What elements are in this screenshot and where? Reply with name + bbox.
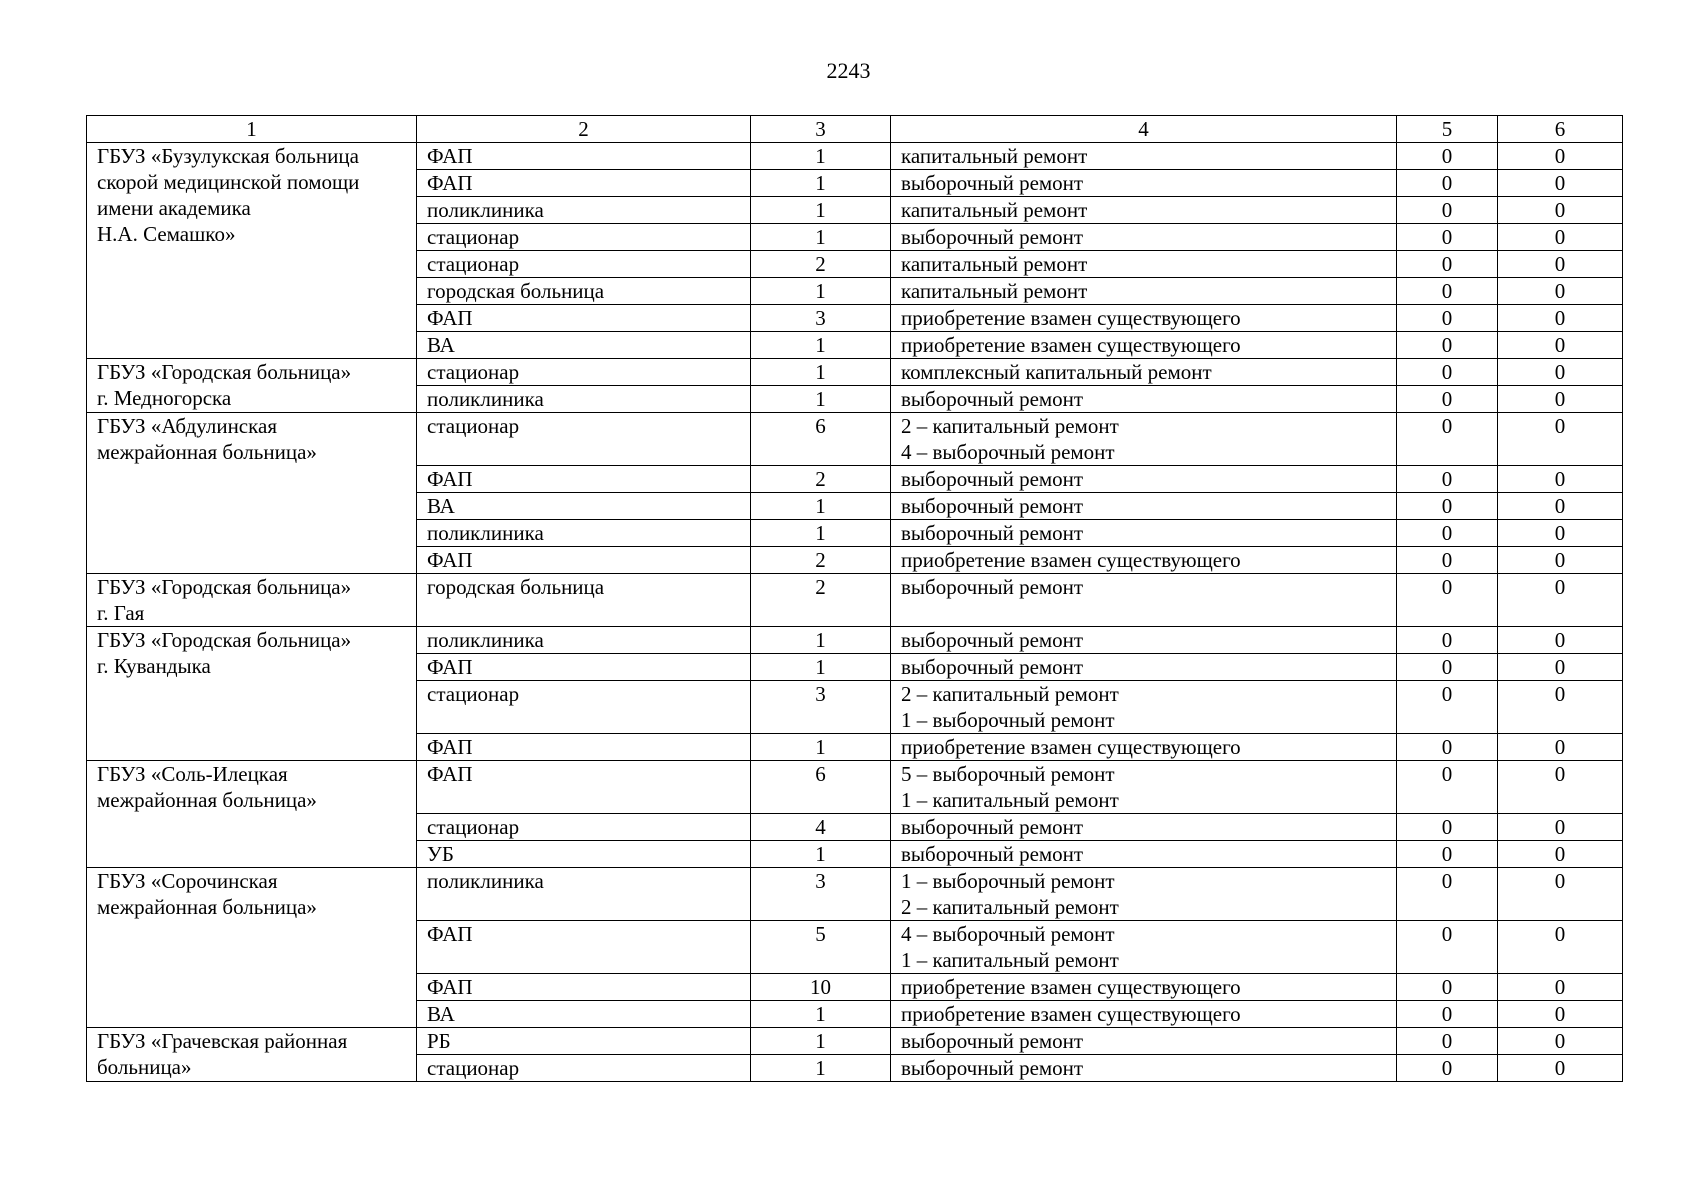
- work-type-line: комплексный капитальный ремонт: [901, 360, 1212, 384]
- organization-name-line: ГБУЗ «Городская больница»: [97, 575, 352, 599]
- quantity-cell: 3: [751, 868, 891, 921]
- organization-name-line: Н.А. Семашко»: [97, 222, 236, 246]
- quantity-cell: 1: [751, 1001, 891, 1028]
- organization-name-line: больница»: [97, 1055, 192, 1079]
- work-type-cell: [891, 520, 1397, 547]
- work-type-line: 1 – выборочный ремонт: [901, 708, 1115, 732]
- work-type-cell: [891, 305, 1397, 332]
- work-type-line: приобретение взамен существующего: [901, 735, 1241, 759]
- column-6-value: 0: [1498, 681, 1623, 734]
- column-5-value: 0: [1397, 574, 1498, 627]
- work-type-line: выборочный ремонт: [901, 387, 1084, 411]
- header-cell-2: 2: [417, 116, 751, 143]
- column-5-value: 0: [1397, 627, 1498, 654]
- column-6-value: 0: [1498, 627, 1623, 654]
- work-type-cell: [891, 197, 1397, 224]
- organization-name-line: скорой медицинской помощи: [97, 170, 360, 194]
- organization-name-line: ГБУЗ «Соль-Илецкая: [97, 762, 288, 786]
- work-type-cell: [891, 921, 1397, 974]
- column-6-value: 0: [1498, 197, 1623, 224]
- column-5-value: 0: [1397, 1055, 1498, 1082]
- object-type-cell: стационар: [417, 359, 751, 386]
- column-6-value: 0: [1498, 386, 1623, 413]
- object-type-cell: стационар: [417, 224, 751, 251]
- column-6-value: 0: [1498, 574, 1623, 627]
- column-6-value: 0: [1498, 1028, 1623, 1055]
- quantity-cell: 2: [751, 251, 891, 278]
- object-type-cell: ФАП: [417, 143, 751, 170]
- quantity-cell: 10: [751, 974, 891, 1001]
- table-row: [87, 413, 1623, 466]
- quantity-cell: 1: [751, 386, 891, 413]
- object-type-cell: ФАП: [417, 170, 751, 197]
- quantity-cell: 1: [751, 170, 891, 197]
- column-5-value: 0: [1397, 814, 1498, 841]
- column-6-value: 0: [1498, 170, 1623, 197]
- column-6-value: 0: [1498, 251, 1623, 278]
- quantity-cell: 1: [751, 359, 891, 386]
- quantity-cell: 1: [751, 734, 891, 761]
- object-type-cell: стационар: [417, 1055, 751, 1082]
- column-6-value: 0: [1498, 305, 1623, 332]
- work-type-line: приобретение взамен существующего: [901, 306, 1241, 330]
- column-5-value: 0: [1397, 386, 1498, 413]
- work-type-line: выборочный ремонт: [901, 575, 1084, 599]
- organization-name-line: межрайонная больница»: [97, 788, 317, 812]
- work-type-line: выборочный ремонт: [901, 494, 1084, 518]
- object-type-cell: городская больница: [417, 278, 751, 305]
- work-type-cell: [891, 761, 1397, 814]
- column-5-value: 0: [1397, 841, 1498, 868]
- column-6-value: 0: [1498, 224, 1623, 251]
- object-type-cell: стационар: [417, 251, 751, 278]
- work-type-cell: [891, 170, 1397, 197]
- quantity-cell: 4: [751, 814, 891, 841]
- organization-name-line: ГБУЗ «Городская больница»: [97, 360, 352, 384]
- column-6-value: 0: [1498, 734, 1623, 761]
- work-type-cell: [891, 868, 1397, 921]
- work-type-line: капитальный ремонт: [901, 198, 1088, 222]
- work-type-cell: [891, 278, 1397, 305]
- quantity-cell: 5: [751, 921, 891, 974]
- quantity-cell: 1: [751, 224, 891, 251]
- work-type-line: 1 – капитальный ремонт: [901, 788, 1119, 812]
- quantity-cell: 2: [751, 466, 891, 493]
- object-type-cell: поликлиника: [417, 197, 751, 224]
- header-cell-5: 5: [1397, 116, 1498, 143]
- work-type-line: выборочный ремонт: [901, 628, 1084, 652]
- work-type-line: выборочный ремонт: [901, 521, 1084, 545]
- object-type-cell: ВА: [417, 493, 751, 520]
- header-cell-4: 4: [891, 116, 1397, 143]
- object-type-cell: ФАП: [417, 921, 751, 974]
- quantity-cell: 1: [751, 1055, 891, 1082]
- quantity-cell: 6: [751, 761, 891, 814]
- work-type-cell: [891, 386, 1397, 413]
- quantity-cell: 2: [751, 574, 891, 627]
- work-type-line: выборочный ремонт: [901, 842, 1084, 866]
- work-type-cell: [891, 627, 1397, 654]
- table-header: [87, 116, 1623, 143]
- table-row: [87, 761, 1623, 814]
- work-type-cell: [891, 974, 1397, 1001]
- table-row: [87, 574, 1623, 627]
- object-type-cell: стационар: [417, 681, 751, 734]
- work-type-line: выборочный ремонт: [901, 171, 1084, 195]
- column-5-value: 0: [1397, 359, 1498, 386]
- organization-name-line: ГБУЗ «Бузулукская больница: [97, 144, 359, 168]
- organization-name-line: г. Гая: [97, 601, 145, 625]
- work-type-line: приобретение взамен существующего: [901, 1002, 1241, 1026]
- column-5-value: 0: [1397, 1001, 1498, 1028]
- work-type-line: выборочный ремонт: [901, 467, 1084, 491]
- work-type-line: 1 – выборочный ремонт: [901, 869, 1115, 893]
- work-type-line: капитальный ремонт: [901, 144, 1088, 168]
- quantity-cell: 1: [751, 654, 891, 681]
- column-5-value: 0: [1397, 547, 1498, 574]
- object-type-cell: поликлиника: [417, 386, 751, 413]
- table-row: [87, 627, 1623, 654]
- work-type-cell: [891, 359, 1397, 386]
- column-5-value: 0: [1397, 921, 1498, 974]
- work-type-line: выборочный ремонт: [901, 1056, 1084, 1080]
- header-cell-3: 3: [751, 116, 891, 143]
- work-type-line: 4 – выборочный ремонт: [901, 922, 1115, 946]
- quantity-cell: 1: [751, 1028, 891, 1055]
- column-6-value: 0: [1498, 1055, 1623, 1082]
- work-type-line: 2 – капитальный ремонт: [901, 682, 1119, 706]
- organization-cell: [87, 359, 417, 413]
- quantity-cell: 2: [751, 547, 891, 574]
- organization-name-line: межрайонная больница»: [97, 440, 317, 464]
- column-5-value: 0: [1397, 224, 1498, 251]
- object-type-cell: ВА: [417, 332, 751, 359]
- work-type-cell: [891, 681, 1397, 734]
- column-6-value: 0: [1498, 143, 1623, 170]
- column-6-value: 0: [1498, 332, 1623, 359]
- column-6-value: 0: [1498, 921, 1623, 974]
- work-type-cell: [891, 466, 1397, 493]
- work-type-line: приобретение взамен существующего: [901, 548, 1241, 572]
- work-type-cell: [891, 493, 1397, 520]
- column-6-value: 0: [1498, 654, 1623, 681]
- quantity-cell: 1: [751, 493, 891, 520]
- quantity-cell: 1: [751, 197, 891, 224]
- column-6-value: 0: [1498, 761, 1623, 814]
- header-cell-1: 1: [87, 116, 417, 143]
- object-type-cell: УБ: [417, 841, 751, 868]
- work-type-line: 1 – капитальный ремонт: [901, 948, 1119, 972]
- column-6-value: 0: [1498, 359, 1623, 386]
- column-5-value: 0: [1397, 278, 1498, 305]
- organization-name-line: ГБУЗ «Городская больница»: [97, 628, 352, 652]
- column-6-value: 0: [1498, 841, 1623, 868]
- object-type-cell: ФАП: [417, 305, 751, 332]
- work-type-line: выборочный ремонт: [901, 1029, 1084, 1053]
- organization-cell: [87, 143, 417, 359]
- work-type-cell: [891, 332, 1397, 359]
- table-row: [87, 143, 1623, 170]
- object-type-cell: ФАП: [417, 466, 751, 493]
- work-type-cell: [891, 1001, 1397, 1028]
- column-6-value: 0: [1498, 1001, 1623, 1028]
- object-type-cell: ФАП: [417, 761, 751, 814]
- quantity-cell: 3: [751, 305, 891, 332]
- work-type-line: выборочный ремонт: [901, 655, 1084, 679]
- object-type-cell: стационар: [417, 814, 751, 841]
- object-type-cell: стационар: [417, 413, 751, 466]
- column-5-value: 0: [1397, 761, 1498, 814]
- work-type-line: 2 – капитальный ремонт: [901, 895, 1119, 919]
- organization-cell: [87, 627, 417, 761]
- object-type-cell: ФАП: [417, 654, 751, 681]
- work-type-line: выборочный ремонт: [901, 225, 1084, 249]
- header-row: [87, 116, 1623, 143]
- work-type-line: 5 – выборочный ремонт: [901, 762, 1115, 786]
- column-5-value: 0: [1397, 466, 1498, 493]
- organization-cell: [87, 1028, 417, 1082]
- column-5-value: 0: [1397, 251, 1498, 278]
- column-6-value: 0: [1498, 493, 1623, 520]
- object-type-cell: ФАП: [417, 734, 751, 761]
- organization-name-line: имени академика: [97, 196, 251, 220]
- work-type-cell: [891, 814, 1397, 841]
- quantity-cell: 6: [751, 413, 891, 466]
- organization-cell: [87, 413, 417, 574]
- work-type-cell: [891, 224, 1397, 251]
- column-6-value: 0: [1498, 466, 1623, 493]
- column-5-value: 0: [1397, 332, 1498, 359]
- quantity-cell: 1: [751, 520, 891, 547]
- object-type-cell: поликлиника: [417, 627, 751, 654]
- table-row: [87, 1028, 1623, 1055]
- column-6-value: 0: [1498, 520, 1623, 547]
- column-6-value: 0: [1498, 278, 1623, 305]
- table-row: [87, 359, 1623, 386]
- quantity-cell: 1: [751, 841, 891, 868]
- object-type-cell: ФАП: [417, 974, 751, 1001]
- column-5-value: 0: [1397, 868, 1498, 921]
- quantity-cell: 1: [751, 332, 891, 359]
- work-type-line: приобретение взамен существующего: [901, 333, 1241, 357]
- work-type-cell: [891, 251, 1397, 278]
- column-5-value: 0: [1397, 413, 1498, 466]
- organization-name-line: ГБУЗ «Абдулинская: [97, 414, 277, 438]
- organization-name-line: г. Кувандыка: [97, 654, 211, 678]
- page-number: 2243: [826, 58, 871, 83]
- organization-name-line: межрайонная больница»: [97, 895, 317, 919]
- column-5-value: 0: [1397, 305, 1498, 332]
- quantity-cell: 1: [751, 278, 891, 305]
- work-type-line: капитальный ремонт: [901, 279, 1088, 303]
- object-type-cell: ФАП: [417, 547, 751, 574]
- column-6-value: 0: [1498, 868, 1623, 921]
- column-5-value: 0: [1397, 734, 1498, 761]
- work-type-line: 4 – выборочный ремонт: [901, 440, 1115, 464]
- table-row: [87, 868, 1623, 921]
- column-5-value: 0: [1397, 143, 1498, 170]
- column-5-value: 0: [1397, 170, 1498, 197]
- quantity-cell: 1: [751, 143, 891, 170]
- object-type-cell: РБ: [417, 1028, 751, 1055]
- work-type-cell: [891, 1055, 1397, 1082]
- work-type-cell: [891, 1028, 1397, 1055]
- quantity-cell: 3: [751, 681, 891, 734]
- object-type-cell: городская больница: [417, 574, 751, 627]
- object-type-cell: поликлиника: [417, 868, 751, 921]
- column-5-value: 0: [1397, 1028, 1498, 1055]
- organization-name-line: г. Медногорска: [97, 386, 232, 410]
- header-cell-6: 6: [1498, 116, 1623, 143]
- column-5-value: 0: [1397, 493, 1498, 520]
- organization-cell: [87, 868, 417, 1028]
- work-type-line: выборочный ремонт: [901, 815, 1084, 839]
- column-6-value: 0: [1498, 814, 1623, 841]
- work-type-cell: [891, 574, 1397, 627]
- work-type-cell: [891, 413, 1397, 466]
- column-5-value: 0: [1397, 681, 1498, 734]
- work-type-line: приобретение взамен существующего: [901, 975, 1241, 999]
- organization-cell: [87, 761, 417, 868]
- work-type-line: капитальный ремонт: [901, 252, 1088, 276]
- organization-name-line: ГБУЗ «Грачевская районная: [97, 1029, 348, 1053]
- repair-table: [86, 115, 1623, 1082]
- column-6-value: 0: [1498, 974, 1623, 1001]
- object-type-cell: поликлиника: [417, 520, 751, 547]
- object-type-cell: ВА: [417, 1001, 751, 1028]
- column-6-value: 0: [1498, 413, 1623, 466]
- work-type-cell: [891, 734, 1397, 761]
- column-6-value: 0: [1498, 547, 1623, 574]
- work-type-cell: [891, 547, 1397, 574]
- work-type-line: 2 – капитальный ремонт: [901, 414, 1119, 438]
- column-5-value: 0: [1397, 197, 1498, 224]
- organization-name-line: ГБУЗ «Сорочинская: [97, 869, 278, 893]
- quantity-cell: 1: [751, 627, 891, 654]
- column-5-value: 0: [1397, 974, 1498, 1001]
- work-type-cell: [891, 143, 1397, 170]
- table-body: [87, 143, 1623, 1082]
- column-5-value: 0: [1397, 654, 1498, 681]
- work-type-cell: [891, 841, 1397, 868]
- column-5-value: 0: [1397, 520, 1498, 547]
- work-type-cell: [891, 654, 1397, 681]
- organization-cell: [87, 574, 417, 627]
